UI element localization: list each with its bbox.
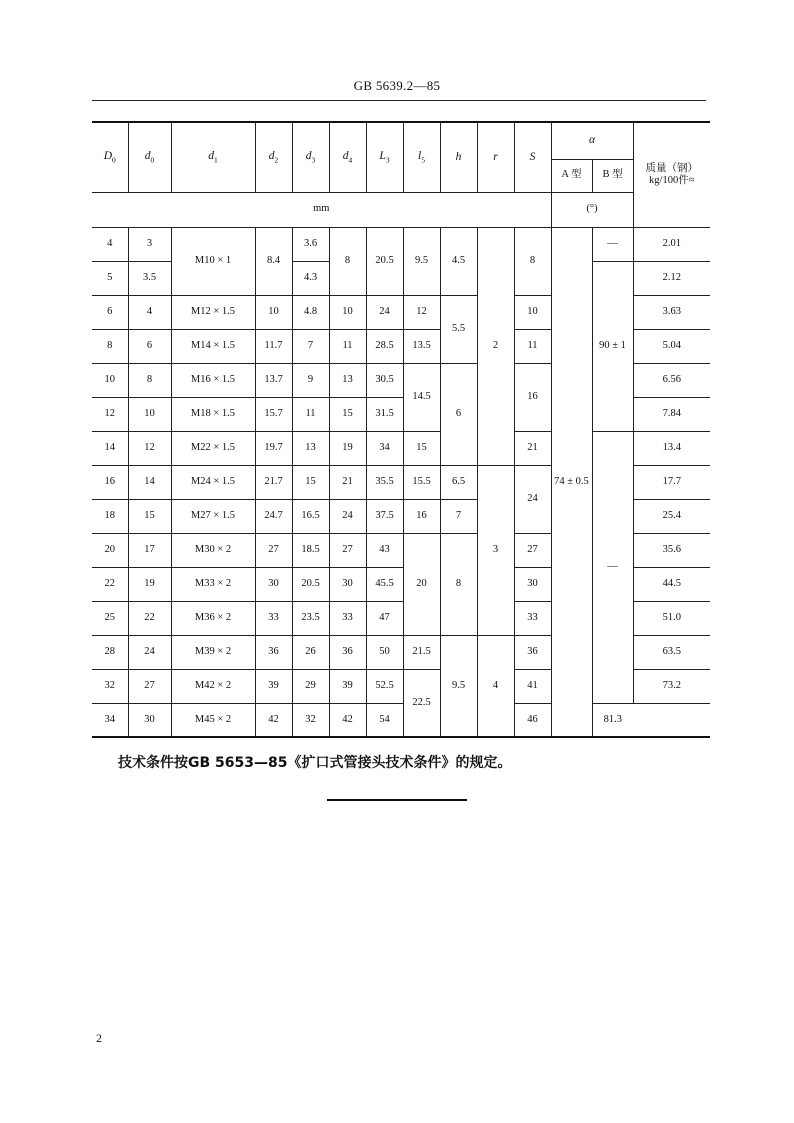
cell-l5: 15 <box>403 431 440 465</box>
header-L3: $L_3$ <box>366 122 403 192</box>
cell-mass: 51.0 <box>633 601 710 635</box>
header-d4: $d_4$ <box>329 122 366 192</box>
cell-d0: 12 <box>128 431 171 465</box>
cell-D0: 32 <box>92 669 128 703</box>
cell-r: 4 <box>477 635 514 737</box>
cell-D0: 22 <box>92 567 128 601</box>
cell-h: 4.5 <box>440 227 477 295</box>
cell-d2: 10 <box>255 295 292 329</box>
cell-d1: M36 × 2 <box>171 601 255 635</box>
table-row <box>92 703 710 737</box>
cell-d3: 7 <box>292 329 329 363</box>
cell-S: 8 <box>514 227 551 295</box>
cell-l5: 9.5 <box>403 227 440 295</box>
cell-d3: 29 <box>292 669 329 703</box>
cell-d2: 13.7 <box>255 363 292 397</box>
cell-d0: 19 <box>128 567 171 601</box>
cell-alpha-b: — <box>592 431 633 703</box>
cell-d4: 27 <box>329 533 366 567</box>
cell-L3: 34 <box>366 431 403 465</box>
cell-d0: 6 <box>128 329 171 363</box>
unit-mm: mm <box>92 192 551 227</box>
cell-d2: 30 <box>255 567 292 601</box>
cell-d2: 19.7 <box>255 431 292 465</box>
cell-h: 6.5 <box>440 465 477 499</box>
cell-d4: 11 <box>329 329 366 363</box>
dimension-table <box>92 121 710 738</box>
cell-D0: 6 <box>92 295 128 329</box>
cell-l5: 15.5 <box>403 465 440 499</box>
cell-d2: 27 <box>255 533 292 567</box>
cell-h: 6 <box>440 363 477 465</box>
cell-l5: 16 <box>403 499 440 533</box>
end-rule <box>327 799 467 801</box>
cell-h: 8 <box>440 533 477 635</box>
cell-d0: 24 <box>128 635 171 669</box>
cell-d1: M45 × 2 <box>171 703 255 737</box>
cell-d4: 19 <box>329 431 366 465</box>
cell-d0: 10 <box>128 397 171 431</box>
cell-r: 2 <box>477 227 514 465</box>
cell-d2: 24.7 <box>255 499 292 533</box>
cell-d4: 21 <box>329 465 366 499</box>
cell-mass: 7.84 <box>633 397 710 431</box>
cell-mass: 2.12 <box>633 261 710 295</box>
cell-d4: 13 <box>329 363 366 397</box>
cell-h: 5.5 <box>440 295 477 363</box>
cell-d2: 42 <box>255 703 292 737</box>
header-S: S <box>514 122 551 192</box>
cell-S: 33 <box>514 601 551 635</box>
cell-d1: M16 × 1.5 <box>171 363 255 397</box>
cell-alpha-b: 90 ± 1 <box>592 261 633 431</box>
header-d0: $d_0$ <box>128 122 171 192</box>
cell-D0: 20 <box>92 533 128 567</box>
technical-conditions-note: 技术条件按GB 5653—85《扩口式管接头技术条件》的规定。 <box>118 755 512 771</box>
cell-l5: 22.5 <box>403 669 440 737</box>
cell-d0: 17 <box>128 533 171 567</box>
cell-L3: 20.5 <box>366 227 403 295</box>
cell-D0: 14 <box>92 431 128 465</box>
cell-d0: 8 <box>128 363 171 397</box>
cell-d0: 15 <box>128 499 171 533</box>
cell-alpha-a: 74 ± 0.5 <box>551 227 592 737</box>
cell-L3: 31.5 <box>366 397 403 431</box>
cell-l5: 12 <box>403 295 440 329</box>
header-h: h <box>440 122 477 192</box>
cell-mass: 5.04 <box>633 329 710 363</box>
cell-mass: 63.5 <box>633 635 710 669</box>
cell-d3: 16.5 <box>292 499 329 533</box>
cell-d0: 14 <box>128 465 171 499</box>
cell-S: 24 <box>514 465 551 533</box>
cell-mass: 25.4 <box>633 499 710 533</box>
page-number: 2 <box>96 1031 102 1045</box>
header-mass: 质量（钢） kg/100件≈ <box>633 122 710 227</box>
cell-L3: 30.5 <box>366 363 403 397</box>
cell-d3: 13 <box>292 431 329 465</box>
cell-d3: 9 <box>292 363 329 397</box>
cell-d4: 24 <box>329 499 366 533</box>
cell-S: 46 <box>514 703 551 737</box>
cell-d2: 33 <box>255 601 292 635</box>
cell-d1: M24 × 1.5 <box>171 465 255 499</box>
cell-D0: 25 <box>92 601 128 635</box>
cell-alpha-b: — <box>592 227 633 261</box>
cell-d3: 11 <box>292 397 329 431</box>
cell-L3: 47 <box>366 601 403 635</box>
cell-D0: 16 <box>92 465 128 499</box>
cell-d4: 36 <box>329 635 366 669</box>
header-d2: $d_2$ <box>255 122 292 192</box>
cell-d2: 39 <box>255 669 292 703</box>
cell-d4: 33 <box>329 601 366 635</box>
cell-l5: 13.5 <box>403 329 440 363</box>
cell-l5: 21.5 <box>403 635 440 669</box>
cell-L3: 45.5 <box>366 567 403 601</box>
unit-degree: (°) <box>551 192 633 227</box>
cell-d1: M22 × 1.5 <box>171 431 255 465</box>
cell-d2: 8.4 <box>255 227 292 295</box>
cell-D0: 4 <box>92 227 128 261</box>
cell-l5: 14.5 <box>403 363 440 431</box>
cell-L3: 43 <box>366 533 403 567</box>
cell-d1: M12 × 1.5 <box>171 295 255 329</box>
cell-d3: 32 <box>292 703 329 737</box>
cell-mass: 35.6 <box>633 533 710 567</box>
cell-d1: M33 × 2 <box>171 567 255 601</box>
cell-D0: 34 <box>92 703 128 737</box>
cell-d0: 3.5 <box>128 261 171 295</box>
cell-d1: M14 × 1.5 <box>171 329 255 363</box>
cell-d4: 8 <box>329 227 366 295</box>
header-D0: $D_0$ <box>92 122 128 192</box>
cell-d4: 10 <box>329 295 366 329</box>
header-alpha-a: A 型 <box>551 159 592 192</box>
cell-d2: 15.7 <box>255 397 292 431</box>
cell-d0: 27 <box>128 669 171 703</box>
cell-d1: M39 × 2 <box>171 635 255 669</box>
cell-D0: 8 <box>92 329 128 363</box>
header-alpha-b: B 型 <box>592 159 633 192</box>
header-d1: $d_1$ <box>171 122 255 192</box>
standard-code-header: GB 5639.2—85 <box>353 78 441 93</box>
cell-d0: 3 <box>128 227 171 261</box>
header-alpha: α <box>551 122 633 159</box>
cell-mass: 13.4 <box>633 431 710 465</box>
cell-d0: 4 <box>128 295 171 329</box>
cell-d1: M30 × 2 <box>171 533 255 567</box>
cell-S: 11 <box>514 329 551 363</box>
cell-d4: 15 <box>329 397 366 431</box>
cell-d2: 36 <box>255 635 292 669</box>
cell-S: 27 <box>514 533 551 567</box>
cell-S: 16 <box>514 363 551 431</box>
cell-d0: 22 <box>128 601 171 635</box>
cell-d3: 18.5 <box>292 533 329 567</box>
cell-d0: 30 <box>128 703 171 737</box>
cell-S: 10 <box>514 295 551 329</box>
cell-d1: M42 × 2 <box>171 669 255 703</box>
cell-d4: 39 <box>329 669 366 703</box>
table-row <box>92 227 710 261</box>
cell-D0: 12 <box>92 397 128 431</box>
cell-d3: 4.8 <box>292 295 329 329</box>
cell-S: 21 <box>514 431 551 465</box>
cell-S: 30 <box>514 567 551 601</box>
cell-h: 7 <box>440 499 477 533</box>
cell-d3: 23.5 <box>292 601 329 635</box>
cell-L3: 50 <box>366 635 403 669</box>
cell-mass: 81.3 <box>592 703 633 737</box>
cell-L3: 35.5 <box>366 465 403 499</box>
cell-mass: 2.01 <box>633 227 710 261</box>
header-r: r <box>477 122 514 192</box>
cell-h: 9.5 <box>440 635 477 737</box>
header-l5: $l_5$ <box>403 122 440 192</box>
cell-r: 3 <box>477 465 514 635</box>
cell-mass: 3.63 <box>633 295 710 329</box>
cell-d3: 15 <box>292 465 329 499</box>
cell-D0: 10 <box>92 363 128 397</box>
cell-d1: M18 × 1.5 <box>171 397 255 431</box>
cell-L3: 28.5 <box>366 329 403 363</box>
cell-D0: 18 <box>92 499 128 533</box>
cell-l5: 20 <box>403 533 440 635</box>
cell-L3: 24 <box>366 295 403 329</box>
table-row <box>92 431 710 465</box>
header-d3: $d_3$ <box>292 122 329 192</box>
cell-d4: 30 <box>329 567 366 601</box>
cell-d1: M27 × 1.5 <box>171 499 255 533</box>
cell-d3: 26 <box>292 635 329 669</box>
cell-D0: 5 <box>92 261 128 295</box>
cell-d2: 21.7 <box>255 465 292 499</box>
cell-d3: 20.5 <box>292 567 329 601</box>
cell-L3: 52.5 <box>366 669 403 703</box>
cell-mass: 6.56 <box>633 363 710 397</box>
cell-mass: 73.2 <box>633 669 710 703</box>
cell-mass: 17.7 <box>633 465 710 499</box>
cell-d3: 3.6 <box>292 227 329 261</box>
cell-d3: 4.3 <box>292 261 329 295</box>
cell-L3: 54 <box>366 703 403 737</box>
cell-d4: 42 <box>329 703 366 737</box>
cell-D0: 28 <box>92 635 128 669</box>
cell-d2: 11.7 <box>255 329 292 363</box>
cell-mass: 44.5 <box>633 567 710 601</box>
cell-S: 41 <box>514 669 551 703</box>
header-rule <box>92 100 706 101</box>
cell-S: 36 <box>514 635 551 669</box>
cell-L3: 37.5 <box>366 499 403 533</box>
cell-d1: M10 × 1 <box>171 227 255 295</box>
